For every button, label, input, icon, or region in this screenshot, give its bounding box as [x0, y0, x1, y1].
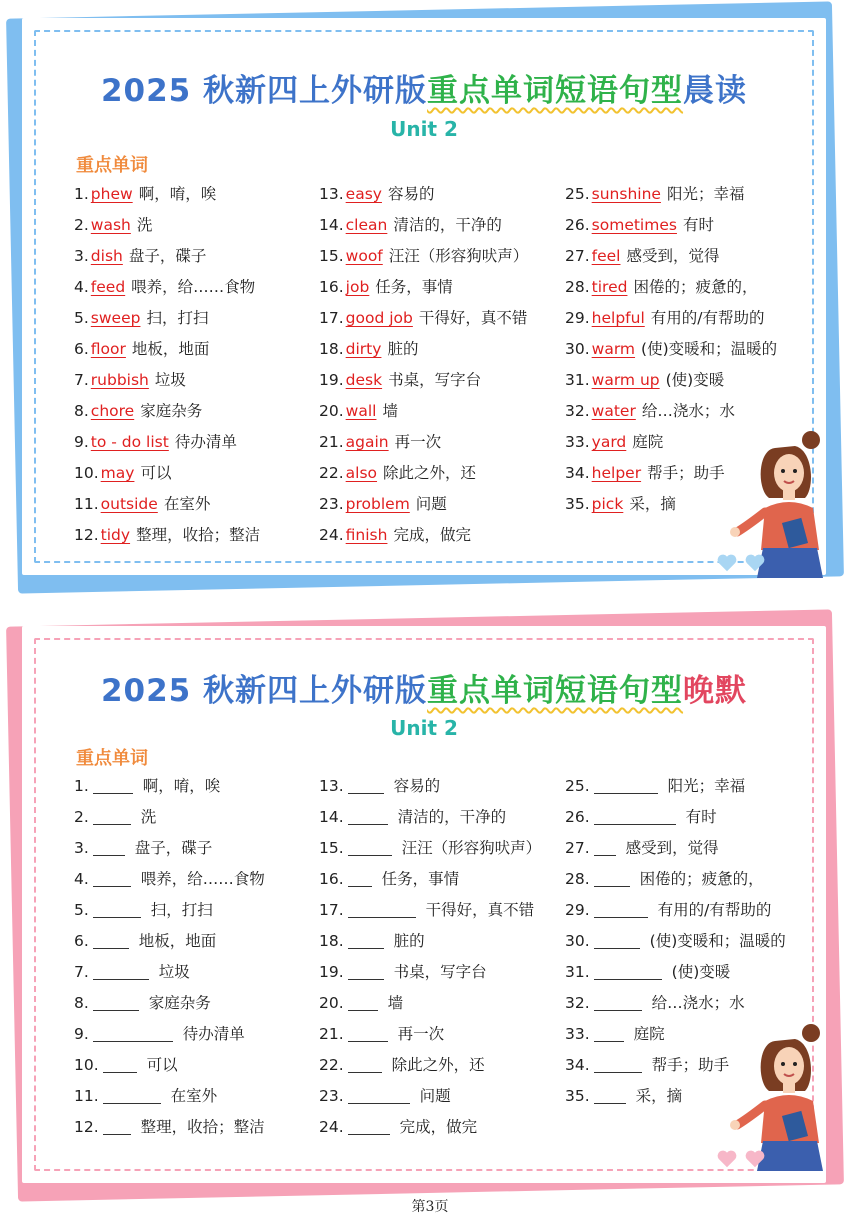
vocab-number: 11. [74, 495, 99, 513]
answer-blank[interactable] [348, 806, 388, 825]
vocab-number: 1. [74, 777, 89, 795]
vocab-meaning: 除此之外，还 [391, 1056, 485, 1074]
vocab-item [319, 1112, 541, 1143]
answer-blank[interactable] [594, 837, 616, 856]
vocab-number: 8. [74, 402, 89, 420]
vocab-item [565, 396, 777, 427]
heart-icon [744, 552, 766, 574]
morning-column-1 [74, 179, 260, 551]
vocab-item [565, 365, 777, 396]
vocab-item [74, 427, 260, 458]
vocab-item [565, 210, 777, 241]
vocab-meaning: 采，摘 [629, 495, 676, 513]
vocab-number: 28. [565, 278, 590, 296]
vocab-word: dirty [345, 340, 382, 358]
vocab-number: 25. [565, 185, 590, 203]
answer-blank[interactable] [93, 961, 149, 980]
vocab-number: 9. [74, 1025, 89, 1043]
vocab-number: 33. [565, 433, 590, 451]
vocab-number: 18. [319, 932, 344, 950]
vocab-meaning: 待办清单 [182, 1025, 245, 1043]
vocab-number: 30. [565, 340, 590, 358]
vocab-number: 19. [319, 371, 344, 389]
vocab-word: dish [90, 247, 123, 265]
answer-blank[interactable] [93, 868, 131, 887]
vocab-meaning: 再一次 [397, 1025, 445, 1043]
vocab-word: wall [345, 402, 377, 420]
morning-column-2 [319, 179, 528, 551]
vocab-meaning: 给…浇水；水 [641, 402, 735, 420]
vocab-word: tidy [100, 526, 131, 544]
vocab-item [319, 957, 541, 988]
vocab-meaning: 感受到，觉得 [626, 247, 720, 265]
answer-blank[interactable] [93, 806, 131, 825]
vocab-item [319, 241, 528, 272]
vocab-item [565, 988, 786, 1019]
vocab-item [319, 926, 541, 957]
vocab-item [319, 334, 528, 365]
vocab-word: feed [90, 278, 126, 296]
evening-column-2 [319, 771, 541, 1143]
vocab-item [565, 771, 786, 802]
answer-blank[interactable] [103, 1085, 161, 1104]
vocab-word: problem [345, 495, 410, 513]
vocab-meaning: 问题 [415, 495, 447, 513]
vocab-item [74, 926, 265, 957]
vocab-item [74, 396, 260, 427]
vocab-number: 12. [74, 526, 99, 544]
vocab-meaning: 盘子，碟子 [128, 247, 207, 265]
vocab-item [319, 864, 541, 895]
vocab-item [319, 272, 528, 303]
vocab-meaning: 啊，唷，唉 [138, 185, 217, 203]
vocab-meaning: 感受到，觉得 [625, 839, 719, 857]
vocab-word: to - do list [90, 433, 169, 451]
vocab-word: phew [90, 185, 133, 203]
vocab-number: 6. [74, 340, 89, 358]
vocab-number: 15. [319, 839, 344, 857]
vocab-meaning: 完成，做完 [399, 1118, 478, 1136]
vocab-meaning: 阳光；幸福 [666, 185, 745, 203]
vocab-number: 7. [74, 963, 89, 981]
vocab-item [74, 864, 265, 895]
vocab-item [319, 895, 541, 926]
vocab-number: 33. [565, 1025, 590, 1043]
morning-section-heading: 重点单词 [76, 155, 148, 176]
vocab-meaning: 盘子，碟子 [134, 839, 213, 857]
vocab-number: 32. [565, 994, 590, 1012]
evening-title: 2025 秋新四上外研版重点单词短语句型晚默 [100, 673, 748, 709]
vocab-number: 1. [74, 185, 89, 203]
vocab-meaning: 书桌，写字台 [393, 963, 487, 981]
vocab-meaning: 整理，收拾；整洁 [136, 526, 261, 544]
vocab-number: 14. [319, 216, 344, 234]
vocab-word: outside [100, 495, 158, 513]
vocab-meaning: 在室外 [163, 495, 211, 513]
answer-blank[interactable] [594, 1054, 642, 1073]
heart-icon [716, 1148, 738, 1170]
heart-icon [744, 1148, 766, 1170]
vocab-number: 11. [74, 1087, 99, 1105]
vocab-item [74, 458, 260, 489]
vocab-number: 34. [565, 464, 590, 482]
answer-blank[interactable] [348, 1116, 390, 1135]
vocab-meaning: 庭院 [632, 433, 664, 451]
vocab-number: 24. [319, 526, 344, 544]
vocab-word: yard [591, 433, 627, 451]
answer-blank[interactable] [348, 961, 384, 980]
answer-blank[interactable] [348, 775, 384, 794]
vocab-number: 20. [319, 994, 344, 1012]
vocab-word: sunshine [591, 185, 661, 203]
vocab-meaning: 家庭杂务 [148, 994, 211, 1012]
vocab-meaning: 困倦的；疲惫的， [633, 278, 758, 296]
vocab-word: again [345, 433, 389, 451]
answer-blank[interactable] [594, 868, 630, 887]
vocab-meaning: 洗 [140, 808, 157, 826]
vocab-number: 34. [565, 1056, 590, 1074]
answer-blank[interactable] [594, 992, 642, 1011]
vocab-number: 8. [74, 994, 89, 1012]
answer-blank[interactable] [93, 899, 141, 918]
vocab-number: 16. [319, 870, 344, 888]
vocab-meaning: 洗 [136, 216, 153, 234]
vocab-word: may [100, 464, 135, 482]
vocab-item [319, 303, 528, 334]
vocab-item [74, 988, 265, 1019]
vocab-word: wash [90, 216, 131, 234]
vocab-number: 24. [319, 1118, 344, 1136]
vocab-number: 10. [74, 1056, 99, 1074]
vocab-item [319, 988, 541, 1019]
vocab-item [74, 272, 260, 303]
vocab-number: 26. [565, 808, 590, 826]
vocab-meaning: (使)变暖和；温暖的 [649, 932, 786, 950]
vocab-meaning: 墙 [382, 402, 398, 420]
page-number: 第3页 [411, 1199, 449, 1215]
vocab-meaning: 采，摘 [635, 1087, 683, 1105]
vocab-meaning: 帮手；助手 [647, 464, 725, 482]
vocab-item [565, 926, 786, 957]
morning-title: 2025 秋新四上外研版重点单词短语句型晨读 [100, 73, 748, 109]
vocab-number: 25. [565, 777, 590, 795]
vocab-item [319, 771, 541, 802]
vocab-meaning: 问题 [419, 1087, 451, 1105]
vocab-number: 16. [319, 278, 344, 296]
vocab-meaning: (使)变暖 [671, 963, 731, 981]
answer-blank[interactable] [594, 930, 640, 949]
vocab-number: 35. [565, 495, 590, 513]
evening-dictation-card [12, 618, 838, 1193]
vocab-number: 32. [565, 402, 590, 420]
vocab-item [565, 241, 777, 272]
vocab-meaning: 地板，地面 [138, 932, 217, 950]
vocab-word: clean [345, 216, 388, 234]
answer-blank[interactable] [594, 775, 658, 794]
heart-icon [716, 552, 738, 574]
vocab-number: 3. [74, 247, 89, 265]
vocab-item [319, 833, 541, 864]
vocab-number: 5. [74, 901, 89, 919]
vocab-word: good job [345, 309, 413, 327]
vocab-word: rubbish [90, 371, 149, 389]
vocab-meaning: 脏的 [387, 340, 419, 358]
vocab-meaning: 任务，事情 [375, 278, 453, 296]
answer-blank[interactable] [93, 837, 125, 856]
vocab-item [74, 179, 260, 210]
vocab-number: 7. [74, 371, 89, 389]
vocab-meaning: 啊，唷，唉 [142, 777, 221, 795]
answer-blank[interactable] [594, 961, 662, 980]
vocab-number: 12. [74, 1118, 99, 1136]
vocab-item [74, 365, 260, 396]
vocab-item [319, 520, 528, 551]
vocab-item [319, 396, 528, 427]
answer-blank[interactable] [93, 930, 129, 949]
vocab-number: 18. [319, 340, 344, 358]
vocab-meaning: 有用的/有帮助的 [650, 309, 765, 327]
answer-blank[interactable] [348, 1085, 410, 1104]
vocab-number: 30. [565, 932, 590, 950]
vocab-item [74, 957, 265, 988]
vocab-item [565, 802, 786, 833]
vocab-meaning: 容易的 [393, 777, 441, 795]
vocab-meaning: 有时 [682, 216, 714, 234]
vocab-meaning: 干得好，真不错 [418, 309, 528, 327]
vocab-item [319, 365, 528, 396]
vocab-word: helpful [591, 309, 645, 327]
vocab-meaning: 垃圾 [154, 371, 186, 389]
vocab-item [319, 210, 528, 241]
vocab-meaning: 可以 [146, 1056, 178, 1074]
vocab-item [565, 303, 777, 334]
vocab-item [319, 802, 541, 833]
evening-section-heading: 重点单词 [76, 748, 148, 769]
vocab-meaning: 帮手；助手 [651, 1056, 730, 1074]
vocab-item [565, 957, 786, 988]
vocab-word: desk [345, 371, 383, 389]
vocab-meaning: 垃圾 [158, 963, 190, 981]
vocab-meaning: (使)变暖 [665, 371, 725, 389]
vocab-word: woof [345, 247, 383, 265]
vocab-item [319, 458, 528, 489]
evening-unit-label: Unit 2 [390, 716, 458, 740]
vocab-meaning: 阳光；幸福 [667, 777, 746, 795]
vocab-number: 2. [74, 216, 89, 234]
vocab-number: 22. [319, 1056, 344, 1074]
evening-column-1 [74, 771, 265, 1143]
vocab-meaning: 除此之外，还 [383, 464, 477, 482]
answer-blank[interactable] [348, 930, 384, 949]
answer-blank[interactable] [594, 899, 648, 918]
vocab-meaning: 给…浇水；水 [651, 994, 745, 1012]
vocab-item [565, 864, 786, 895]
vocab-number: 27. [565, 247, 590, 265]
vocab-item [74, 1081, 265, 1112]
vocab-number: 9. [74, 433, 89, 451]
vocab-item [319, 179, 528, 210]
answer-blank[interactable] [93, 775, 133, 794]
vocab-meaning: 在室外 [170, 1087, 218, 1105]
vocab-word: job [345, 278, 370, 296]
vocab-word: sweep [90, 309, 141, 327]
vocab-meaning: 脏的 [393, 932, 425, 950]
vocab-word: easy [345, 185, 382, 203]
vocab-number: 14. [319, 808, 344, 826]
vocab-item [74, 895, 265, 926]
vocab-meaning: 待办清单 [174, 433, 237, 451]
vocab-number: 23. [319, 1087, 344, 1105]
vocab-number: 3. [74, 839, 89, 857]
vocab-item [319, 1081, 541, 1112]
vocab-word: sometimes [591, 216, 677, 234]
vocab-number: 20. [319, 402, 344, 420]
answer-blank[interactable] [103, 1116, 131, 1135]
vocab-number: 19. [319, 963, 344, 981]
vocab-word: chore [90, 402, 135, 420]
vocab-meaning: 清洁的，干净的 [397, 808, 507, 826]
vocab-meaning: 任务，事情 [381, 870, 460, 888]
vocab-meaning: 整理，收拾；整洁 [140, 1118, 265, 1136]
vocab-meaning: 扫，打扫 [150, 901, 213, 919]
vocab-meaning: 地板，地面 [131, 340, 210, 358]
vocab-number: 17. [319, 901, 344, 919]
vocab-meaning: 汪汪（形容狗吠声） [401, 839, 542, 857]
vocab-number: 27. [565, 839, 590, 857]
answer-blank[interactable] [103, 1054, 137, 1073]
vocab-item [565, 272, 777, 303]
vocab-number: 21. [319, 1025, 344, 1043]
vocab-word: warm up [591, 371, 660, 389]
vocab-item [74, 771, 265, 802]
answer-blank[interactable] [348, 1023, 388, 1042]
morning-unit-label: Unit 2 [390, 117, 458, 141]
vocab-number: 17. [319, 309, 344, 327]
vocab-meaning: 书桌，写字台 [388, 371, 482, 389]
vocab-meaning: 有时 [685, 808, 717, 826]
vocab-meaning: 完成，做完 [393, 526, 471, 544]
vocab-meaning: 喂养，给……食物 [131, 278, 256, 296]
vocab-number: 4. [74, 278, 89, 296]
vocab-word: finish [345, 526, 388, 544]
vocab-item [565, 833, 786, 864]
vocab-meaning: 庭院 [633, 1025, 665, 1043]
vocab-number: 31. [565, 963, 590, 981]
vocab-meaning: 汪汪（形容狗吠声） [388, 247, 529, 265]
morning-reading-card [12, 10, 838, 585]
vocab-item [74, 241, 260, 272]
vocab-number: 4. [74, 870, 89, 888]
vocab-word: feel [591, 247, 621, 265]
vocab-word: water [591, 402, 636, 420]
vocab-number: 6. [74, 932, 89, 950]
vocab-meaning: 干得好，真不错 [425, 901, 535, 919]
vocab-meaning: 困倦的；疲惫的， [639, 870, 764, 888]
vocab-item [565, 895, 786, 926]
answer-blank[interactable] [594, 1023, 624, 1042]
vocab-meaning: (使)变暖和；温暖的 [641, 340, 778, 358]
vocab-number: 23. [319, 495, 344, 513]
answer-blank[interactable] [348, 868, 372, 887]
vocab-meaning: 有用的/有帮助的 [657, 901, 772, 919]
vocab-item [565, 179, 777, 210]
answer-blank[interactable] [348, 992, 378, 1011]
vocab-item [319, 1050, 541, 1081]
vocab-word: also [345, 464, 378, 482]
vocab-item [74, 1050, 265, 1081]
vocab-item [319, 427, 528, 458]
vocab-number: 10. [74, 464, 99, 482]
vocab-number: 22. [319, 464, 344, 482]
vocab-word: floor [90, 340, 126, 358]
vocab-number: 28. [565, 870, 590, 888]
vocab-meaning: 墙 [387, 994, 404, 1012]
answer-blank[interactable] [93, 992, 139, 1011]
vocab-item [319, 1019, 541, 1050]
vocab-item [74, 802, 265, 833]
answer-blank[interactable] [93, 1023, 173, 1042]
vocab-meaning: 容易的 [387, 185, 435, 203]
vocab-item [565, 334, 777, 365]
vocab-number: 29. [565, 309, 590, 327]
vocab-item [319, 489, 528, 520]
vocab-item [74, 210, 260, 241]
vocab-meaning: 喂养，给……食物 [140, 870, 265, 888]
answer-blank[interactable] [594, 1085, 626, 1104]
vocab-word: warm [591, 340, 636, 358]
vocab-number: 26. [565, 216, 590, 234]
vocab-item [74, 520, 260, 551]
vocab-word: helper [591, 464, 642, 482]
vocab-number: 13. [319, 777, 344, 795]
vocab-word: tired [591, 278, 628, 296]
vocab-meaning: 家庭杂务 [140, 402, 203, 420]
vocab-number: 21. [319, 433, 344, 451]
vocab-meaning: 再一次 [394, 433, 442, 451]
vocab-number: 15. [319, 247, 344, 265]
answer-blank[interactable] [348, 837, 392, 856]
vocab-item [74, 1019, 265, 1050]
answer-blank[interactable] [348, 899, 416, 918]
answer-blank[interactable] [594, 806, 676, 825]
vocab-number: 2. [74, 808, 89, 826]
vocab-meaning: 清洁的，干净的 [393, 216, 502, 234]
vocab-meaning: 扫，打扫 [146, 309, 209, 327]
vocab-number: 13. [319, 185, 344, 203]
vocab-word: pick [591, 495, 624, 513]
vocab-number: 31. [565, 371, 590, 389]
answer-blank[interactable] [348, 1054, 382, 1073]
vocab-number: 5. [74, 309, 89, 327]
vocab-item [74, 833, 265, 864]
vocab-item [74, 303, 260, 334]
vocab-item [74, 1112, 265, 1143]
vocab-item [74, 334, 260, 365]
vocab-item [74, 489, 260, 520]
vocab-number: 35. [565, 1087, 590, 1105]
vocab-meaning: 可以 [140, 464, 172, 482]
vocab-number: 29. [565, 901, 590, 919]
